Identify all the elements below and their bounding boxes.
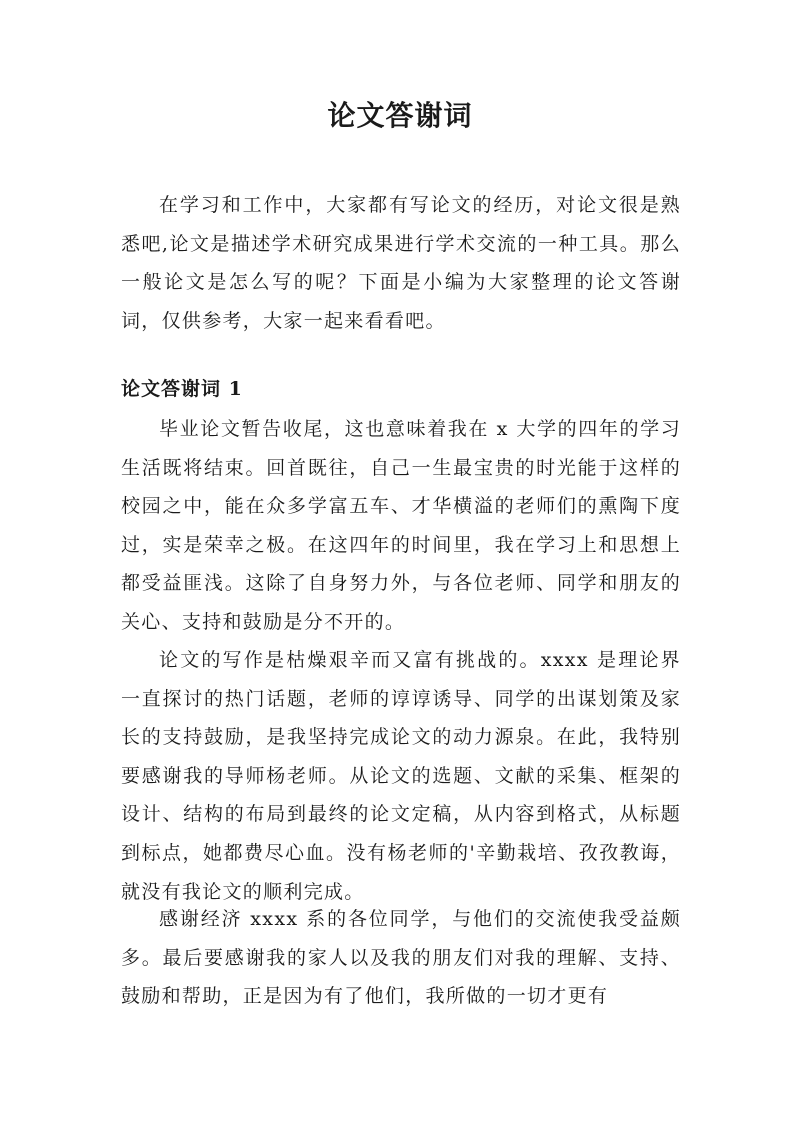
body-paragraph-1: 毕业论文暂告收尾，这也意味着我在 x 大学的四年的学习生活既将结束。回首既往，自己一生最宝贵的时光能于这样的校园之中，能在众多学富五车、才华横溢的老师们的熏陶下度过，实是荣幸之极。在这四年的时间里，我在学习上和思想上都受益匪浅。这除了自身努力外，与各位老师、同学和朋友的关心、支持和鼓励是分不开的。 [121,418,681,633]
body-paragraph-3: 感谢经济 xxxx 系的各位同学，与他们的交流使我受益颇多。最后要感谢我的家人以及我的朋友们对我的理解、支持、鼓励和帮助，正是因为有了他们，我所做的一切才更有 [121,908,681,1008]
intro-paragraph: 在学习和工作中，大家都有写论文的经历，对论文很是熟悉吧,论文是描述学术研究成果进行学术交流的一种工具。那么一般论文是怎么写的呢？下面是小编为大家整理的论文答谢词，仅供参考，大家一起来看看吧。 [121,194,681,332]
body-paragraph-2: 论文的写作是枯燥艰辛而又富有挑战的。xxxx 是理论界一直探讨的热门话题，老师的谆谆诱导、同学的出谋划策及家长的支持鼓励，是我坚持完成论文的动力源泉。在此，我特别要感谢我的导师杨老师。从论文的选题、文献的采集、框架的设计、结构的布局到最终的论文定稿，从内容到格式，从标题到标点，她都费尽心血。没有杨老师的'辛勤栽培、孜孜教诲，就没有我论文的顺利完成。 [121,649,681,903]
section-heading: 论文答谢词 1 [121,378,243,400]
document-title: 论文答谢词 [327,99,473,132]
